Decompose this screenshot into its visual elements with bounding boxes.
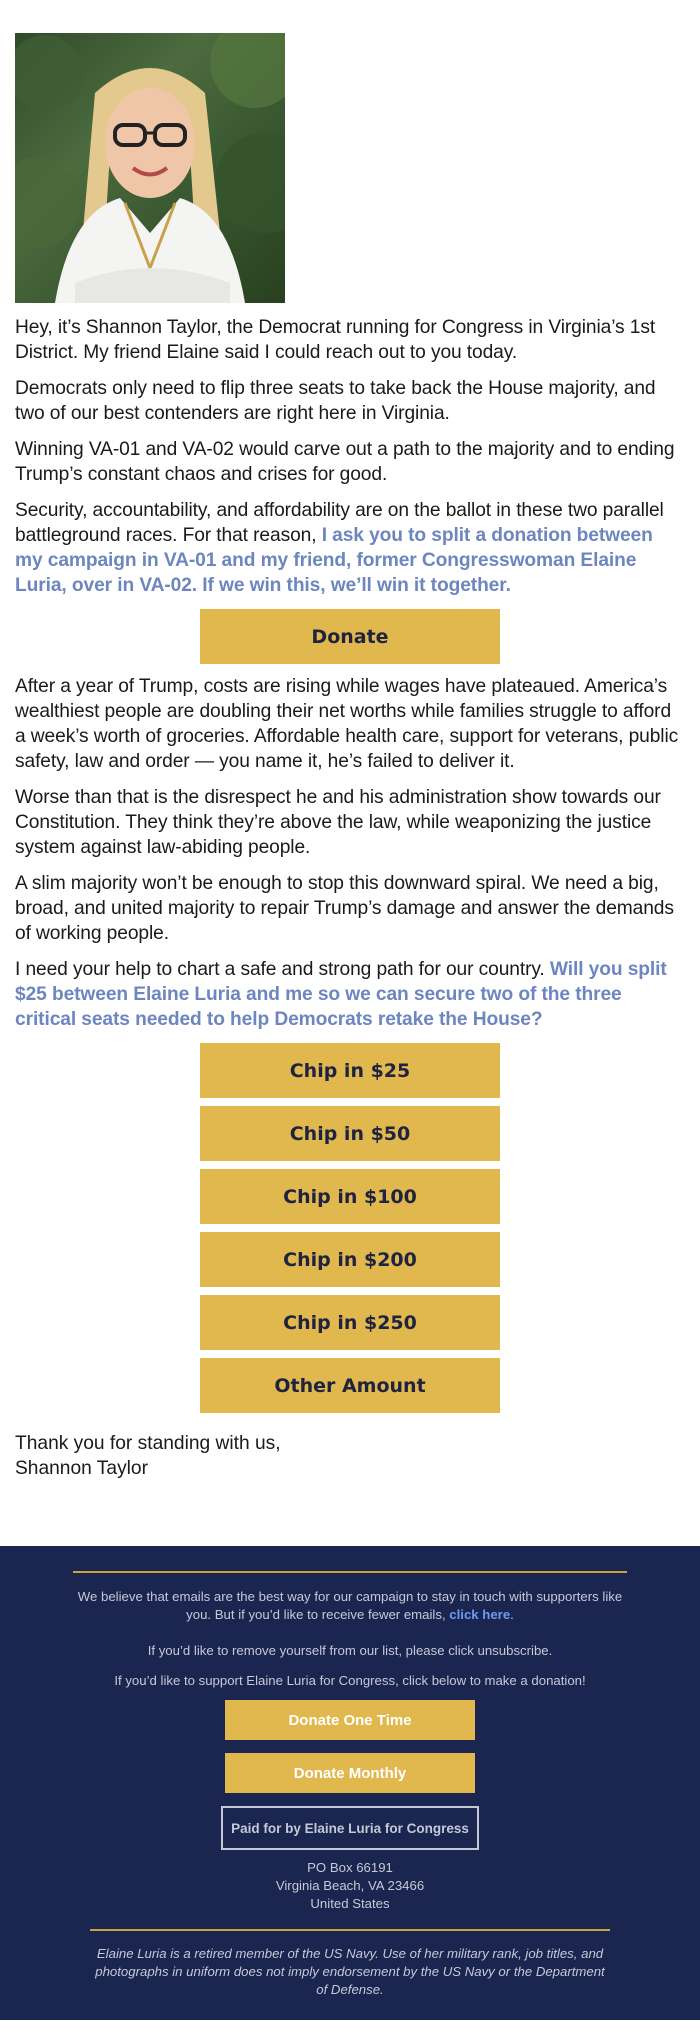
paragraph-costs [15,674,685,774]
donate-row [15,609,685,664]
paragraph-text: A slim majority won’t be enough to stop this downward spiral. We need a big, broad, and united majority to repair Trump’s damage and answer the demands of working people. [15,873,674,944]
paid-for-box: Paid for by Elaine Luria for Congress [221,1806,479,1850]
paragraph-disrespect [15,785,685,860]
chip-200-button[interactable]: Chip in $200 [200,1232,500,1287]
bottom-margin [0,2020,700,2037]
fewer-emails-text [70,1588,630,1624]
chip-100-button[interactable]: Chip in $100 [200,1169,500,1224]
donate-button[interactable]: Donate [200,609,500,664]
click-here-link[interactable]: click here [449,1607,511,1622]
paragraph-majority [15,871,685,946]
unsubscribe-text: If you’d like to remove yourself from our list, please click unsubscribe. [147,1643,553,1658]
footer-divider-top [73,1571,627,1573]
paragraph-text: Winning VA-01 and VA-02 would carve out a path to the majority and to ending Trump’s constant chaos and crises for good. [15,439,675,485]
military-disclaimer [95,1945,605,1999]
ask-highlight[interactable]: I ask you to split a donation between my campaign in VA-01 and my friend, former Congresswoman Elaine Luria, over in VA-02. If we win this, we’ll win it together. [15,525,653,596]
fewer-emails-end: . [510,1607,514,1622]
ask-highlight[interactable]: Will you split $25 between Elaine Luria and me so we can secure two of the three critical seats needed to help Democrats retake the House? [15,959,667,1030]
footer-divider-bottom [90,1929,610,1931]
address-line: Virginia Beach, VA 23466 [275,1878,425,1893]
donate-one-time-button[interactable]: Donate One Time [225,1700,475,1740]
chip-50-button[interactable]: Chip in $50 [200,1106,500,1161]
paragraph-text: I need your help to chart a safe and strong path for our country. [15,959,550,980]
paragraph-text: Democrats only need to flip three seats to take back the House majority, and two of our best contenders are right here in Virginia. [15,378,656,424]
disclaimer-text: Elaine Luria is a retired member of the US Navy. Use of her military rank, job titles, and photographs in uniform does not imply endorsement by the US Navy or the Department of Defense. [95,1946,605,1997]
support-text: If you’d like to support Elaine Luria for Congress, click below to make a donation! [114,1673,586,1688]
candidate-portrait-illustration [15,33,285,303]
paragraph-text: Security, accountability, and affordability are on the ballot in these two parallel battleground races. For that reason, [15,500,664,546]
candidate-photo [15,33,285,303]
address-line: United States [310,1896,390,1911]
address-line: PO Box 66191 [307,1860,393,1875]
chip-25-button[interactable]: Chip in $25 [200,1043,500,1098]
signoff [15,1431,685,1481]
paragraph-flip-seats [15,376,685,426]
paragraph-ballot [15,498,685,598]
signoff-signature: Shannon Taylor [15,1458,148,1479]
paragraph-chart-path [15,957,685,1032]
donate-monthly-button[interactable]: Donate Monthly [225,1753,475,1793]
footer [0,1546,700,2020]
chip-in-buttons [15,1043,685,1413]
paragraph-winning [15,437,685,487]
paragraph-text: Hey, it’s Shannon Taylor, the Democrat running for Congress in Virginia’s 1st District. My friend Elaine said I could reach out to you today. [15,317,656,363]
mailing-address [0,1859,700,1913]
paragraph-text: After a year of Trump, costs are rising while wages have plateaued. America’s wealthiest people are doubling their net worths while families struggle to afford a week’s worth of groceries. Affordable health care, support for veterans, public safety, law and order — you name it, he’s failed to deliver it. [15,676,679,772]
paragraph-text: Worse than that is the disrespect he and his administration show towards our Constitution. They think they’re above the law, while weaponizing the justice system against law-abiding people. [15,787,661,858]
paragraph-intro [15,315,685,365]
chip-250-button[interactable]: Chip in $250 [200,1295,500,1350]
signoff-line: Thank you for standing with us, [15,1433,281,1454]
other-amount-button[interactable]: Other Amount [200,1358,500,1413]
fewer-emails-copy: We believe that emails are the best way for our campaign to stay in touch with supporters like you. But if you’d like to receive fewer emails, [77,1589,623,1622]
